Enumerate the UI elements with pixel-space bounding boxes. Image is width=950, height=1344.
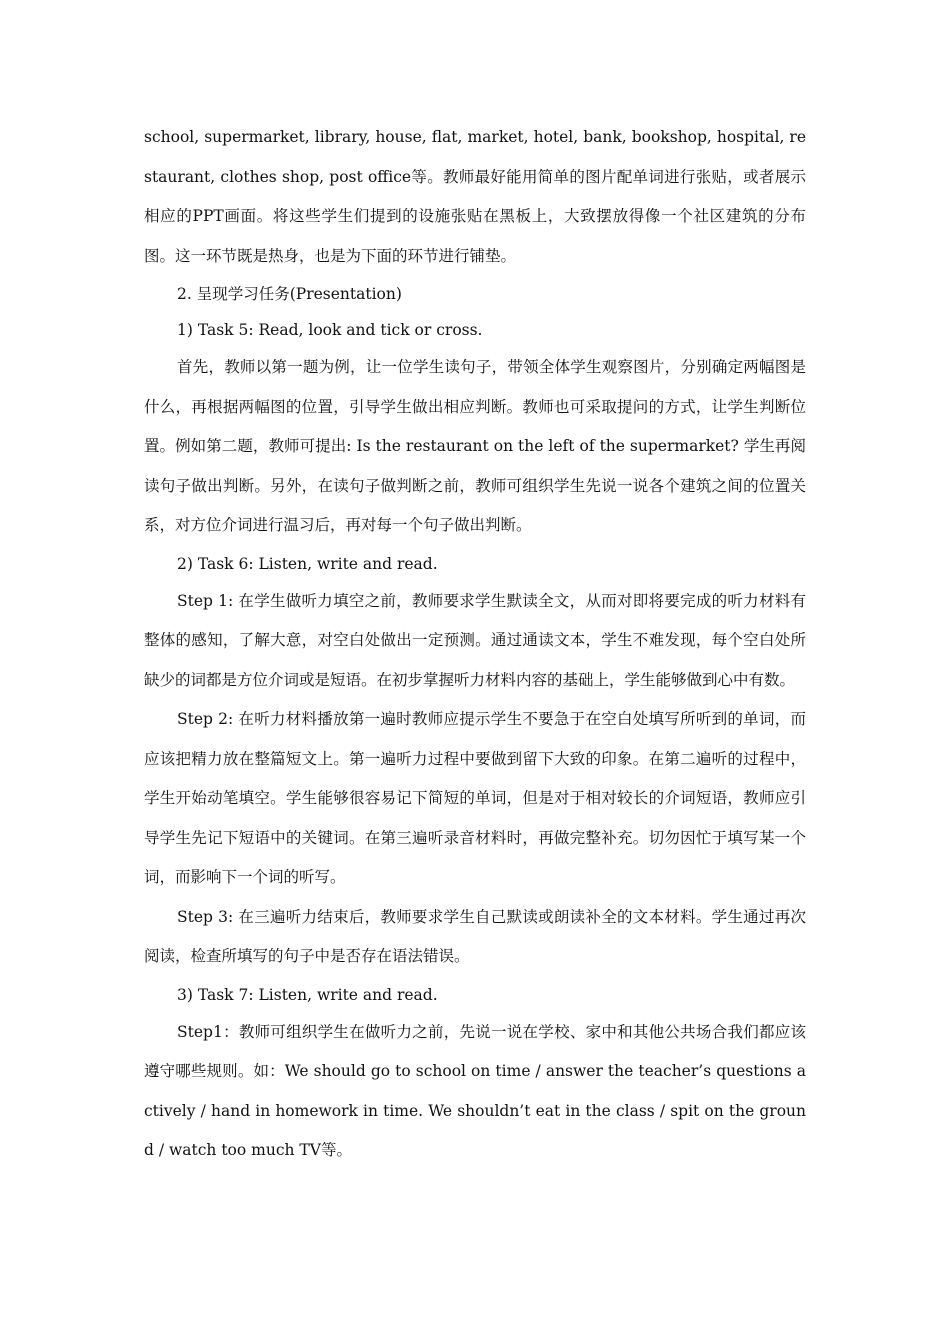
section-heading-presentation: 2. 呈现学习任务(Presentation) — [177, 285, 402, 303]
paragraph-facility-list: school, supermarket, library, house, flat, market, hotel, bank, bookshop, hospital, restaurant, clothes shop, post office等。教师最好能用简单的图片配单词进行张贴，或者展示相应的PPT画面。将这些学生们提到的设施张贴在黑板上，大致摆放得像一个社区建筑的分布图。这一环节既是热身，也是为下面的环节进行铺垫。 — [144, 128, 806, 265]
subheading-task-6: 2) Task 6: Listen, write and read. — [177, 554, 438, 573]
subheading-task-7: 3) Task 7: Listen, write and read. — [177, 985, 438, 1004]
paragraph-task-5: 首先，教师以第一题为例，让一位学生读句子，带领全体学生观察图片，分别确定两幅图是什么，再根据两幅图的位置，引导学生做出相应判断。教师也可采取提问的方式，让学生判断位置。例如第二题，教师可提出: Is the restaurant on the left of the supermarket? 学生再阅读句子做出判断。另外，在读句子做判断之前，教师可组织学生先说一说各个建筑之间的位置关系，对方位介词进行温习后，再对每一个句子做出判断。 — [144, 358, 806, 534]
subheading-task-5: 1) Task 5: Read, look and tick or cross. — [177, 321, 483, 339]
paragraph-task-7-step-1: Step1：教师可组织学生在做听力之前，先说一说在学校、家中和其他公共场合我们都应该遵守哪些规则。如：We should go to school on time / answer the teacher’s questions actively / hand in homework in time. We shouldn’t eat in the class / spit on the ground / watch too much TV等。 — [144, 1022, 806, 1159]
paragraph-task-6-step-1: Step 1: 在学生做听力填空之前，教师要求学生默读全文，从而对即将要完成的听力材料有整体的感知，了解大意，对空白处做出一定预测。通过通读文本，学生不难发现，每个空白处所缺少的词都是方位介词或是短语。在初步掌握听力材料内容的基础上，学生能够做到心中有数。 — [144, 591, 806, 689]
paragraph-task-6-step-3: Step 3: 在三遍听力结束后，教师要求学生自己默读或朗读补全的文本材料。学生通过再次阅读，检查所填写的句子中是否存在语法错误。 — [144, 907, 806, 965]
paragraph-task-6-step-2: Step 2: 在听力材料播放第一遍时教师应提示学生不要急于在空白处填写所听到的单词，而应该把精力放在整篇短文上。第一遍听力过程中要做到留下大致的印象。在第二遍听的过程中，学生开始动笔填空。学生能够很容易记下简短的单词，但是对于相对较长的介词短语，教师应引导学生先记下短语中的关键词。在第三遍听录音材料时，再做完整补充。切勿因忙于填写某一个词，而影响下一个词的听写。 — [144, 710, 806, 886]
document-page — [144, 118, 806, 1171]
